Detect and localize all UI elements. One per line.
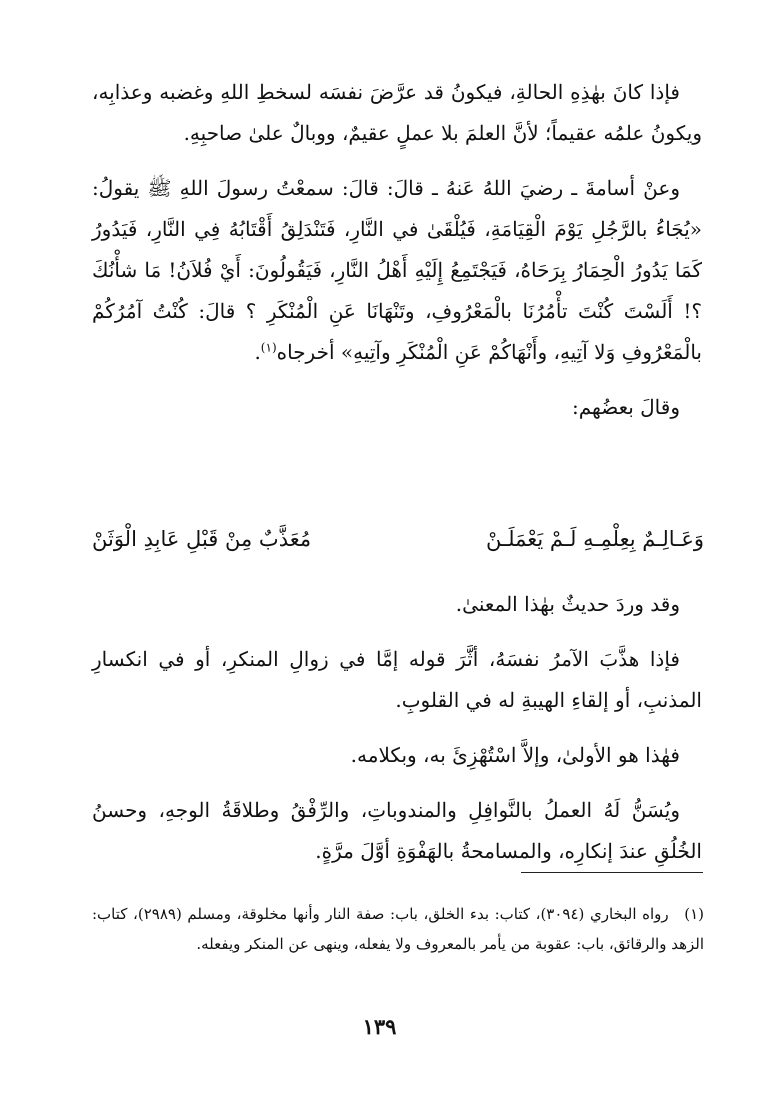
lower-text-block bbox=[92, 584, 702, 886]
paragraph-poet-intro: وقالَ بعضُهم: bbox=[571, 395, 680, 419]
verse-second-hemistich: مُعَذَّبٌ مِنْ قَبْلِ عَابِدِ الْوَثَنْ bbox=[92, 527, 312, 551]
paragraph-priority: فهٰذا هو الأولىٰ، وإلاَّ اسْتُهْزِئَ به، وبكلامه. bbox=[350, 743, 680, 767]
footnote-divider bbox=[521, 872, 703, 873]
poetry-verse bbox=[92, 521, 704, 565]
footnote-text: رواه البخاري (٣٠٩٤)، كتاب: بدء الخلق، باب: صفة النار وأنها مخلوقة، ومسلم (٢٩٨٩)، كتاب: الزهد والرقائق، باب: عقوبة من يأمر بالمعروف ولا يفعله، وينهى عن المنكر ويفعله. bbox=[92, 905, 704, 953]
hadith-intro: وعنْ أسامةَ ـ رضيَ اللهُ عَنهُ ـ قالَ: قالَ: سمعْتُ رسولَ اللهِ ﷺ يقولُ: bbox=[92, 176, 680, 200]
paragraph-etiquette: ويُسَنُّ لَهُ العملُ بالنَّوافِلِ والمندوباتِ، والرِّفْقُ وطلاقَةُ الوجهِ، وحسنُ الخُلُقِ عندَ إنكارِه، والمسامحةُ بالهَفْوَةِ أوَّلَ مرَّةٍ. bbox=[92, 798, 702, 863]
hadith-text: «يُجَاءُ بالرَّجُلِ يَوْمَ الْقِيَامَةِ، فَيُلْقَىٰ في النَّارِ، فَتَنْدَلِقُ أَقْتَابُهُ فِي النَّارِ، فَيَدُورُ كَمَا يَدُورُ الْحِمَارُ بِرَحَاهُ، فَيَجْتَمِعُ إِلَيْهِ أَهْلُ النَّارِ، فَيَقُولُونَ: أَيْ فُلاَنُ! مَا شأْنُكَ ؟! أَلَسْتَ كُنْتَ تأْمُرُنَا بالْمَعْرُوفِ، وتَنْهَانَا عَنِ الْمُنْكَرِ ؟ قالَ: كُنْتُ آمُرُكُمْ بالْمَعْرُوفِ وَلا آتِيهِ، وأَنْهَاكُمْ عَنِ الْمُنْكَرِ وآتِيهِ» bbox=[92, 217, 702, 364]
verse-first-hemistich: وَعَـالِـمٌ بِعِلْمِـهِ لَـمْ يَعْمَلَـنْ bbox=[486, 527, 704, 551]
footnote-number: (١) bbox=[684, 905, 704, 923]
footnote bbox=[92, 899, 704, 959]
hadith-source: أخرجاه bbox=[276, 340, 335, 364]
paragraph-hadith-note: وقد وردَ حديثٌ بهٰذا المعنىٰ. bbox=[455, 592, 680, 616]
paragraph-hadith: وعنْ أسامةَ ـ رضيَ اللهُ عَنهُ ـ قالَ: قالَ: سمعْتُ رسولَ اللهِ ﷺ يقولُ: «يُجَاءُ بالرَّجُلِ يَوْمَ الْقِيَامَةِ، فَيُلْقَىٰ في النَّارِ، فَتَنْدَلِقُ أَقْتَابُهُ فِي النَّارِ، فَيَدُورُ كَمَا يَدُورُ الْحِمَارُ بِرَحَاهُ، فَيَجْتَمِعُ إِلَيْهِ أَهْلُ النَّارِ، فَيَقُولُونَ: أَيْ فُلاَنُ! مَا شأْنُكَ ؟! أَلَسْتَ كُنْتَ تأْمُرُنَا بالْمَعْرُوفِ، وتَنْهَانَا عَنِ الْمُنْكَرِ ؟ قالَ: كُنْتُ آمُرُكُمْ بالْمَعْرُوفِ وَلا آتِيهِ، وأَنْهَاكُمْ عَنِ الْمُنْكَرِ وآتِيهِ» أخرجاه$^{(١)}$. bbox=[92, 176, 702, 364]
footnote-reference: (١) bbox=[260, 340, 277, 355]
main-text-block bbox=[92, 72, 702, 442]
paragraph-warning: فإذا كانَ بهٰذِهِ الحالةِ، فيكونُ قد عرَّضَ نفسَه لسخطِ اللهِ وغضبه وعذابِه، ويكونُ علمُه عقيماً؛ لأنَّ العلمَ بلا عملٍ عقيمٌ، ووبالٌ علىٰ صاحبِهِ. bbox=[92, 80, 702, 145]
paragraph-self-refinement: فإذا هذَّبَ الآمرُ نفسَهُ، أثَّرَ قوله إمَّا في زوالِ المنكرِ، أو في انكسارِ المذنبِ، أو إلقاءِ الهيبةِ له في القلوبِ. bbox=[92, 647, 702, 712]
page-number: ١٣٩ bbox=[362, 1014, 397, 1039]
